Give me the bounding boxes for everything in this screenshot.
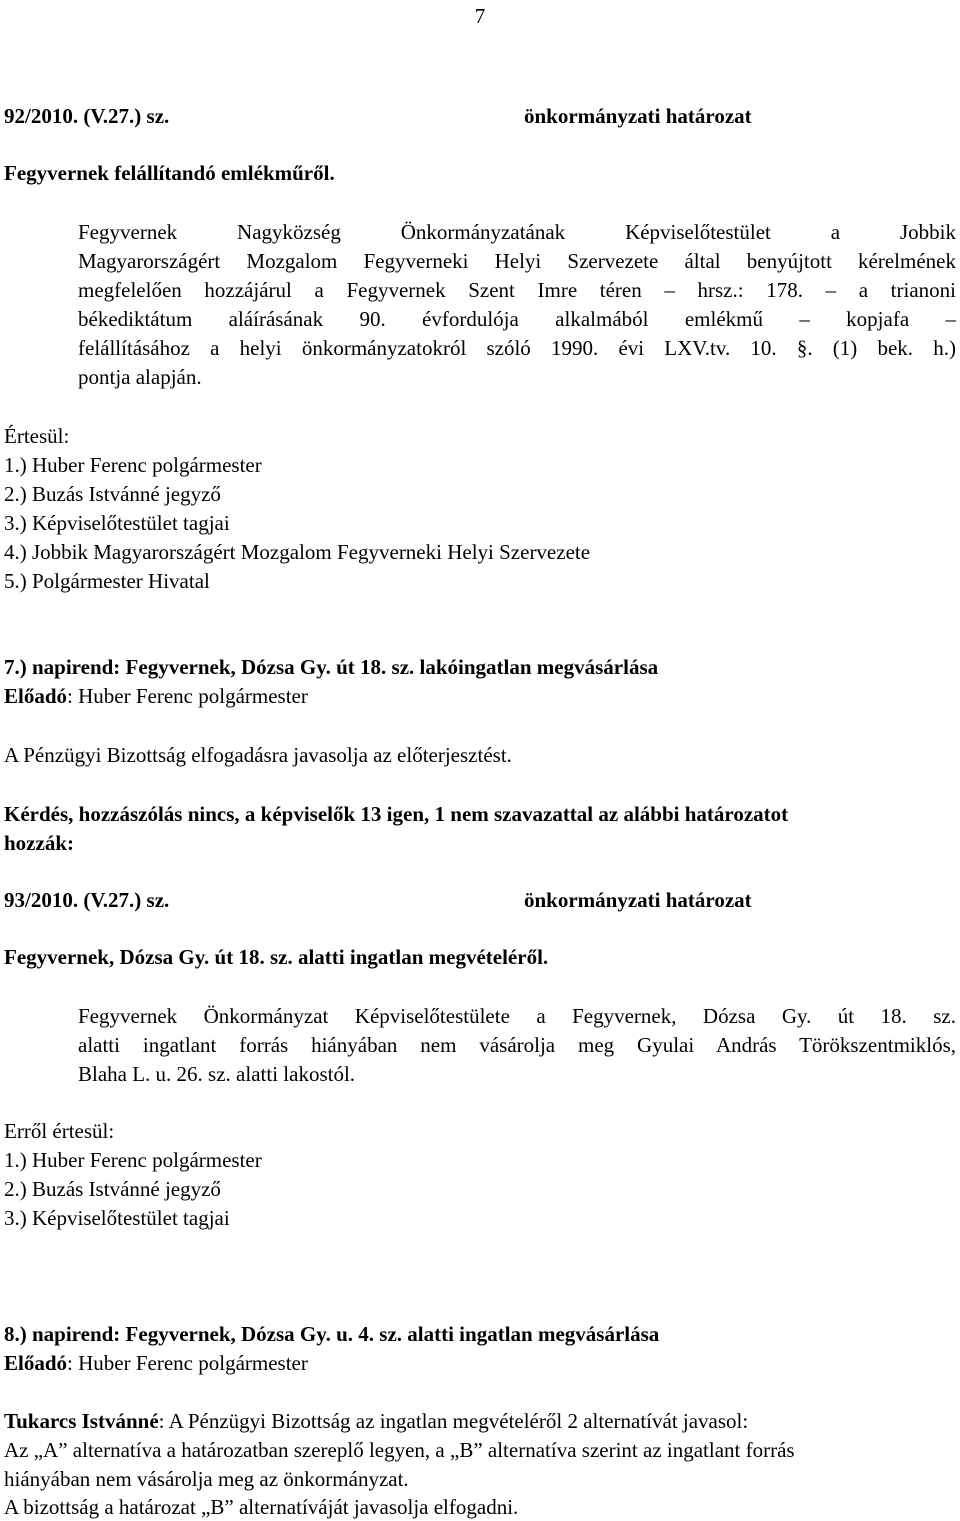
agenda-7-vote: Kérdés, hozzászólás nincs, a képviselők 13 igen, 1 nem szavazattal az alábbi határozatot xyxy=(4,802,789,826)
resolution-92-body-line: Magyarországért Mozgalom Fegyverneki Helyi Szervezete által benyújtott kérelmének xyxy=(78,249,956,273)
agenda-7-presenter xyxy=(4,686,308,707)
speech-text: : A Pénzügyi Bizottság az ingatlan megvételéről 2 alternatívát javasol: xyxy=(158,1409,749,1433)
resolution-92-body-line: Fegyvernek Nagyközség Önkormányzatának Képviselőtestület a Jobbik xyxy=(78,220,956,244)
presenter-name: : Huber Ferenc polgármester xyxy=(67,684,308,708)
speaker-name: Tukarcs Istvánné xyxy=(4,1409,159,1433)
notify-item: 1.) Huber Ferenc polgármester xyxy=(4,453,262,477)
agenda-7-vote: hozzák: xyxy=(4,831,74,855)
resolution-93-body-line: Blaha L. u. 26. sz. alatti lakostól. xyxy=(78,1062,356,1086)
resolution-92-number: 92/2010. (V.27.) sz. xyxy=(4,104,170,128)
resolution-93-body-line: alatti ingatlant forrás hiányában nem vásárolja meg Gyulai András Törökszentmiklós, xyxy=(78,1033,956,1057)
agenda-8-speech: A bizottság a határozat „B” alternatíváját javasolja elfogadni. xyxy=(4,1495,519,1519)
page-number: 7 xyxy=(474,4,486,28)
notify-label: Erről értesül: xyxy=(4,1119,115,1143)
notify-item: 1.) Huber Ferenc polgármester xyxy=(4,1148,262,1172)
agenda-8-speech: Az „A” alternatíva a határozatban szereplő legyen, a „B” alternatíva szerint az ingatlant forrás xyxy=(4,1438,795,1462)
agenda-7-committee: A Pénzügyi Bizottság elfogadásra javasolja az előterjesztést. xyxy=(4,743,512,767)
presenter-label: Előadó xyxy=(4,684,68,708)
notify-item: 2.) Buzás Istvánné jegyző xyxy=(4,482,221,506)
notify-label: Értesül: xyxy=(4,424,70,448)
resolution-93-type: önkormányzati határozat xyxy=(524,888,752,912)
agenda-8-presenter xyxy=(4,1353,308,1374)
resolution-92-title: Fegyvernek felállítandó emlékműről. xyxy=(4,161,335,185)
agenda-8-heading: 8.) napirend: Fegyvernek, Dózsa Gy. u. 4. sz. alatti ingatlan megvásárlása xyxy=(4,1322,660,1346)
notify-item: 3.) Képviselőtestület tagjai xyxy=(4,511,230,535)
resolution-92-body-line: pontja alapján. xyxy=(78,365,202,389)
notify-item: 4.) Jobbik Magyarországért Mozgalom Fegyverneki Helyi Szervezete xyxy=(4,540,591,564)
notify-item: 3.) Képviselőtestület tagjai xyxy=(4,1206,230,1230)
resolution-92-body-line: felállításához a helyi önkormányzatokról szóló 1990. évi LXV.tv. 10. §. (1) bek. h.) xyxy=(78,336,956,360)
resolution-92-body-line: békediktátum aláírásának 90. évfordulója alkalmából emlékmű – kopjafa – xyxy=(78,307,956,331)
resolution-93-number: 93/2010. (V.27.) sz. xyxy=(4,888,170,912)
notify-item: 5.) Polgármester Hivatal xyxy=(4,569,210,593)
presenter-name: : Huber Ferenc polgármester xyxy=(67,1351,308,1375)
agenda-8-speech xyxy=(4,1411,748,1432)
notify-item: 2.) Buzás Istvánné jegyző xyxy=(4,1177,221,1201)
resolution-92-body-line: megfelelően hozzájárul a Fegyvernek Szent Imre téren – hrsz.: 178. – a trianoni xyxy=(78,278,956,302)
agenda-7-heading: 7.) napirend: Fegyvernek, Dózsa Gy. út 18. sz. lakóingatlan megvásárlása xyxy=(4,655,659,679)
resolution-93-title: Fegyvernek, Dózsa Gy. út 18. sz. alatti ingatlan megvételéről. xyxy=(4,945,549,969)
resolution-93-body-line: Fegyvernek Önkormányzat Képviselőtestülete a Fegyvernek, Dózsa Gy. út 18. sz. xyxy=(78,1004,956,1028)
agenda-8-speech: hiányában nem vásárolja meg az önkormányzat. xyxy=(4,1467,409,1491)
presenter-label: Előadó xyxy=(4,1351,68,1375)
resolution-92-type: önkormányzati határozat xyxy=(524,104,752,128)
